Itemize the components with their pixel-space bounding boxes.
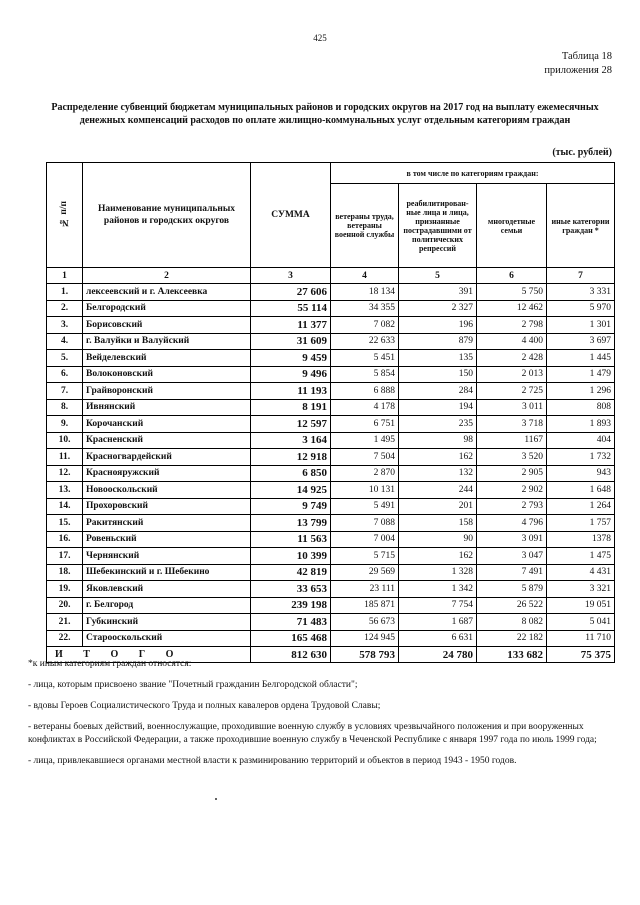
row-large-families: 8 082 [477, 614, 547, 631]
row-rehabilitated: 158 [399, 515, 477, 532]
row-sum: 3 164 [251, 432, 331, 449]
total-veterans: 578 793 [331, 647, 399, 663]
row-other: 3 321 [547, 581, 615, 598]
row-sum: 14 925 [251, 482, 331, 499]
row-name: Новооскольский [83, 482, 251, 499]
row-number: 19. [47, 581, 83, 598]
scan-speck [215, 798, 217, 800]
row-rehabilitated: 7 754 [399, 597, 477, 614]
column-index: 6 [477, 268, 547, 284]
table-row [47, 399, 615, 416]
row-veterans: 22 633 [331, 333, 399, 350]
row-rehabilitated: 150 [399, 366, 477, 383]
footnote-line: - лица, привлекавшиеся органами местной власти к разминированию территорий и объектов в период 1943 - 1950 годов. [28, 756, 517, 766]
table-row [47, 482, 615, 499]
row-sum: 165 468 [251, 630, 331, 647]
table-row [47, 581, 615, 598]
table-row [47, 383, 615, 400]
row-other: 1 301 [547, 317, 615, 334]
row-name: Волоконовский [83, 366, 251, 383]
row-large-families: 7 491 [477, 564, 547, 581]
row-sum: 42 819 [251, 564, 331, 581]
row-name: Прохоровский [83, 498, 251, 515]
row-other: 1 445 [547, 350, 615, 367]
row-other: 1 732 [547, 449, 615, 466]
column-index: 3 [251, 268, 331, 284]
row-other: 1378 [547, 531, 615, 548]
row-large-families: 3 091 [477, 531, 547, 548]
row-large-families: 2 902 [477, 482, 547, 499]
header-col4: ветераны труда, ветераны военной службы [331, 184, 399, 268]
row-number: 8. [47, 399, 83, 416]
row-number: 1. [47, 284, 83, 301]
column-index: 2 [83, 268, 251, 284]
footnote-line: - вдовы Героев Социалистического Труда и полных кавалеров ордена Трудовой Славы; [28, 701, 381, 711]
row-sum: 12 597 [251, 416, 331, 433]
row-number: 14. [47, 498, 83, 515]
table-row [47, 366, 615, 383]
row-name: Вейделевский [83, 350, 251, 367]
table-row [47, 432, 615, 449]
row-large-families: 2 725 [477, 383, 547, 400]
table-row [47, 498, 615, 515]
table-row [47, 284, 615, 301]
row-large-families: 22 182 [477, 630, 547, 647]
row-name: Ракитянский [83, 515, 251, 532]
row-number: 18. [47, 564, 83, 581]
table-row [47, 333, 615, 350]
row-number: 4. [47, 333, 83, 350]
row-sum: 27 606 [251, 284, 331, 301]
row-veterans: 7 088 [331, 515, 399, 532]
row-sum: 9 459 [251, 350, 331, 367]
row-name: Красногвардейский [83, 449, 251, 466]
header-sum: СУММА [251, 163, 331, 268]
row-number: 6. [47, 366, 83, 383]
row-sum: 9 496 [251, 366, 331, 383]
row-name: Краснояружский [83, 465, 251, 482]
row-other: 3 697 [547, 333, 615, 350]
total-rehabilitated: 24 780 [399, 647, 477, 663]
column-index: 4 [331, 268, 399, 284]
row-large-families: 1167 [477, 432, 547, 449]
row-sum: 11 377 [251, 317, 331, 334]
row-large-families: 2 428 [477, 350, 547, 367]
row-veterans: 5 451 [331, 350, 399, 367]
row-number: 9. [47, 416, 83, 433]
row-sum: 11 193 [251, 383, 331, 400]
column-index: 5 [399, 268, 477, 284]
row-veterans: 5 491 [331, 498, 399, 515]
row-large-families: 3 520 [477, 449, 547, 466]
table-ref-line1: Таблица 18 [561, 51, 612, 62]
row-veterans: 7 004 [331, 531, 399, 548]
row-large-families: 4 796 [477, 515, 547, 532]
row-sum: 33 653 [251, 581, 331, 598]
row-veterans: 56 673 [331, 614, 399, 631]
row-large-families: 3 011 [477, 399, 547, 416]
row-rehabilitated: 1 342 [399, 581, 477, 598]
row-sum: 10 399 [251, 548, 331, 565]
row-rehabilitated: 162 [399, 449, 477, 466]
row-rehabilitated: 98 [399, 432, 477, 449]
table-row [47, 317, 615, 334]
row-name: г. Валуйки и Валуйский [83, 333, 251, 350]
units-label: (тыс. рублей) [552, 147, 612, 158]
row-veterans: 18 134 [331, 284, 399, 301]
total-large-families: 133 682 [477, 647, 547, 663]
row-rehabilitated: 201 [399, 498, 477, 515]
row-rehabilitated: 1 687 [399, 614, 477, 631]
row-large-families: 2 905 [477, 465, 547, 482]
row-name: Ровеньский [83, 531, 251, 548]
footnotes [28, 658, 618, 776]
row-large-families: 5 750 [477, 284, 547, 301]
footnote-line: - ветераны боевых действий, военнослужащие, проходившие военную службу в условиях чрезвычайного положения и при вооруженных конфликтах в Российской Федерации, а также проходившие военную службу в Чеченской Республике с января 1997 года по июль 1999 года; [28, 722, 597, 745]
row-large-families: 5 879 [477, 581, 547, 598]
row-rehabilitated: 284 [399, 383, 477, 400]
row-number: 3. [47, 317, 83, 334]
row-other: 1 479 [547, 366, 615, 383]
row-rehabilitated: 135 [399, 350, 477, 367]
header-col6: многодетные семьи [477, 184, 547, 268]
footnote-line: - лица, которым присвоено звание "Почетный гражданин Белгородской области"; [28, 680, 358, 690]
row-number: 21. [47, 614, 83, 631]
row-name: Чернянский [83, 548, 251, 565]
row-number: 22. [47, 630, 83, 647]
row-rehabilitated: 6 631 [399, 630, 477, 647]
row-sum: 239 198 [251, 597, 331, 614]
column-index-row [47, 268, 615, 284]
row-rehabilitated: 1 328 [399, 564, 477, 581]
row-veterans: 29 569 [331, 564, 399, 581]
table-row [47, 548, 615, 565]
row-number: 5. [47, 350, 83, 367]
row-rehabilitated: 162 [399, 548, 477, 565]
row-other: 808 [547, 399, 615, 416]
row-sum: 31 609 [251, 333, 331, 350]
row-veterans: 10 131 [331, 482, 399, 499]
footnote-line: *к иным категориям граждан относятся: [28, 659, 192, 669]
table-ref-line2: приложения 28 [544, 65, 612, 76]
row-rehabilitated: 235 [399, 416, 477, 433]
row-rehabilitated: 196 [399, 317, 477, 334]
header-name: Наименование муниципальных районов и городских округов [83, 163, 251, 268]
row-large-families: 12 462 [477, 300, 547, 317]
row-rehabilitated: 2 327 [399, 300, 477, 317]
row-large-families: 2 013 [477, 366, 547, 383]
row-number: 11. [47, 449, 83, 466]
header-group: в том числе по категориям граждан: [331, 163, 615, 184]
page-number: 425 [313, 33, 327, 43]
row-sum: 71 483 [251, 614, 331, 631]
row-name: Шебекинский и г. Шебекино [83, 564, 251, 581]
row-name: Старооскольский [83, 630, 251, 647]
row-other: 3 331 [547, 284, 615, 301]
row-veterans: 4 178 [331, 399, 399, 416]
row-other: 1 757 [547, 515, 615, 532]
table-row [47, 630, 615, 647]
table-row [47, 300, 615, 317]
table-row [47, 416, 615, 433]
total-sum: 812 630 [251, 647, 331, 663]
row-name: Корочанский [83, 416, 251, 433]
row-name: Белгородский [83, 300, 251, 317]
header-num: № п/п [47, 163, 83, 268]
column-index: 7 [547, 268, 615, 284]
row-veterans: 7 504 [331, 449, 399, 466]
table-row [47, 531, 615, 548]
row-veterans: 6 888 [331, 383, 399, 400]
row-other: 1 648 [547, 482, 615, 499]
row-name: Яковлевский [83, 581, 251, 598]
row-number: 7. [47, 383, 83, 400]
row-rehabilitated: 244 [399, 482, 477, 499]
table-row [47, 614, 615, 631]
row-name: Красненский [83, 432, 251, 449]
table-row [47, 597, 615, 614]
table-reference [544, 50, 612, 78]
row-veterans: 185 871 [331, 597, 399, 614]
row-rehabilitated: 391 [399, 284, 477, 301]
row-sum: 9 749 [251, 498, 331, 515]
row-veterans: 34 355 [331, 300, 399, 317]
table-row [47, 515, 615, 532]
row-sum: 8 191 [251, 399, 331, 416]
row-number: 20. [47, 597, 83, 614]
row-number: 17. [47, 548, 83, 565]
header-col5: реабилитирован-ные лица и лица, признанные пострадавшими от политических репрессий [399, 184, 477, 268]
row-name: Губкинский [83, 614, 251, 631]
row-other: 943 [547, 465, 615, 482]
row-other: 1 893 [547, 416, 615, 433]
total-other: 75 375 [547, 647, 615, 663]
row-name: г. Белгород [83, 597, 251, 614]
table-row [47, 350, 615, 367]
row-rehabilitated: 194 [399, 399, 477, 416]
row-number: 2. [47, 300, 83, 317]
row-name: Борисовский [83, 317, 251, 334]
row-number: 13. [47, 482, 83, 499]
row-large-families: 3 718 [477, 416, 547, 433]
row-sum: 55 114 [251, 300, 331, 317]
table-row [47, 465, 615, 482]
row-sum: 13 799 [251, 515, 331, 532]
row-veterans: 5 715 [331, 548, 399, 565]
column-index: 1 [47, 268, 83, 284]
row-other: 19 051 [547, 597, 615, 614]
row-veterans: 23 111 [331, 581, 399, 598]
row-large-families: 26 522 [477, 597, 547, 614]
row-other: 1 264 [547, 498, 615, 515]
row-large-families: 3 047 [477, 548, 547, 565]
row-large-families: 2 793 [477, 498, 547, 515]
row-other: 1 475 [547, 548, 615, 565]
row-name: лексеевский и г. Алексеевка [83, 284, 251, 301]
row-number: 16. [47, 531, 83, 548]
row-large-families: 2 798 [477, 317, 547, 334]
header-col7: иные категории граждан * [547, 184, 615, 268]
row-veterans: 6 751 [331, 416, 399, 433]
table-row [47, 564, 615, 581]
row-other: 5 970 [547, 300, 615, 317]
row-name: Грайворонский [83, 383, 251, 400]
row-other: 1 296 [547, 383, 615, 400]
row-veterans: 5 854 [331, 366, 399, 383]
row-rehabilitated: 879 [399, 333, 477, 350]
row-sum: 12 918 [251, 449, 331, 466]
row-veterans: 2 870 [331, 465, 399, 482]
total-label: И Т О Г О [47, 647, 251, 663]
subsidy-table [46, 162, 615, 663]
row-other: 11 710 [547, 630, 615, 647]
row-veterans: 1 495 [331, 432, 399, 449]
row-other: 4 431 [547, 564, 615, 581]
row-sum: 11 563 [251, 531, 331, 548]
row-large-families: 4 400 [477, 333, 547, 350]
row-rehabilitated: 90 [399, 531, 477, 548]
row-rehabilitated: 132 [399, 465, 477, 482]
row-other: 5 041 [547, 614, 615, 631]
document-title: Распределение субвенций бюджетам муниципальных районов и городских округов на 2017 год на выплату ежемесячных денежных компенсаций расходов по оплате жилищно-коммунальных услуг отдельным категориям граждан [51, 102, 599, 126]
row-veterans: 124 945 [331, 630, 399, 647]
row-number: 15. [47, 515, 83, 532]
row-veterans: 7 082 [331, 317, 399, 334]
table-row [47, 449, 615, 466]
row-number: 12. [47, 465, 83, 482]
row-sum: 6 850 [251, 465, 331, 482]
row-other: 404 [547, 432, 615, 449]
row-number: 10. [47, 432, 83, 449]
row-name: Ивнянский [83, 399, 251, 416]
